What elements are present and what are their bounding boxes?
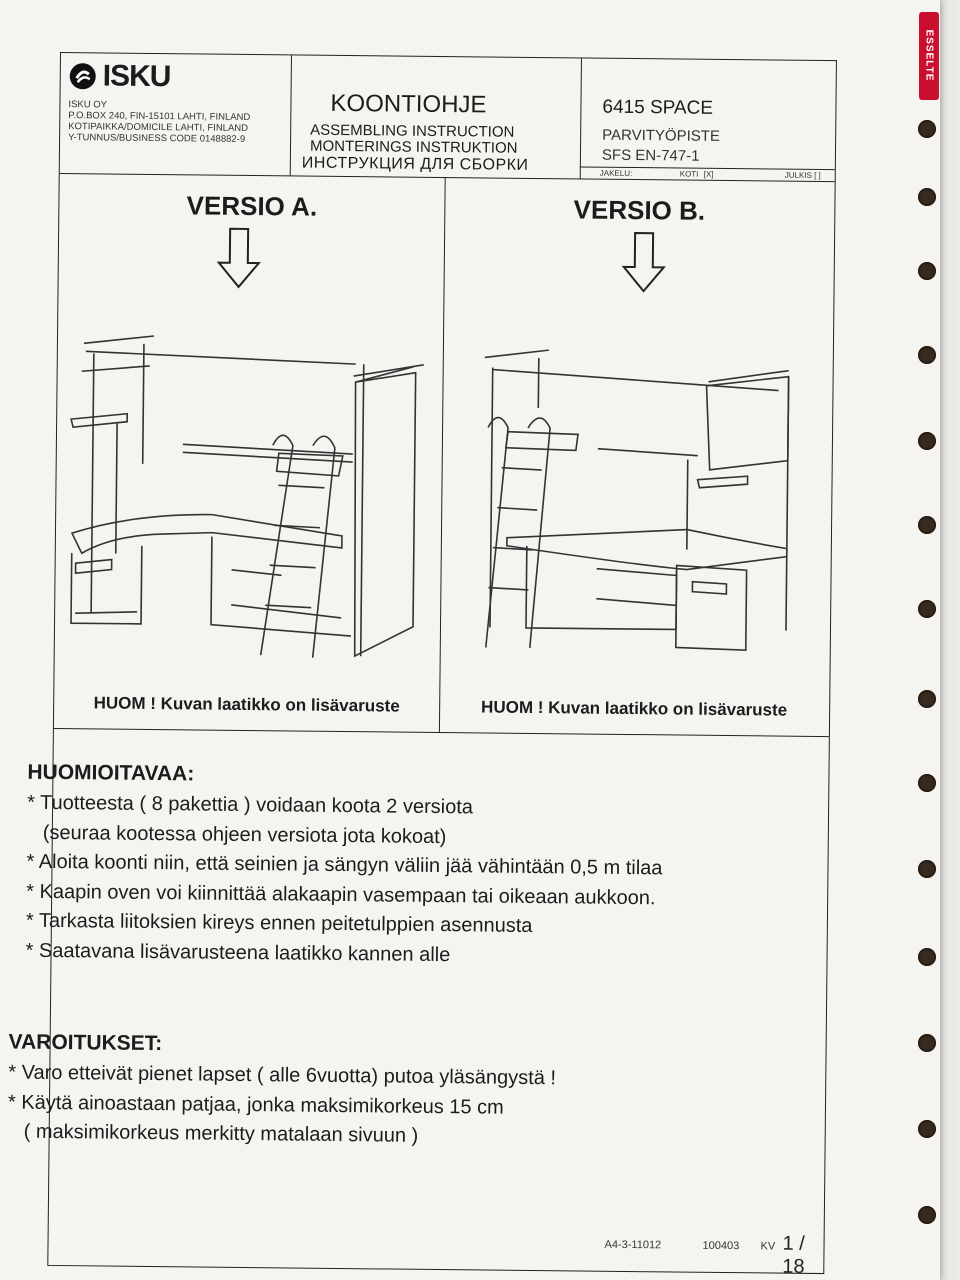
- header-block: [60, 53, 836, 182]
- title-russian: ИНСТРУКЦИЯ ДЛЯ СБОРКИ: [301, 154, 529, 174]
- version-b-panel: [439, 177, 835, 736]
- note-item: * Tuotteesta ( 8 pakettia ) voidaan koota 2 versiota: [27, 791, 474, 819]
- distribution-public: JULKIS [ ]: [784, 170, 821, 180]
- warning-continuation: ( maksimikorkeus merkitty matalaan sivuun ): [23, 1120, 419, 1147]
- doc-code: A4-3-11012: [604, 1238, 662, 1252]
- esselte-tab: [919, 12, 939, 100]
- binder-hole: [918, 948, 936, 966]
- address-line: KOTIPAIKKA/DOMICILE LAHTI, FINLAND: [68, 121, 249, 134]
- binder-hole: [918, 690, 936, 708]
- notes-list: [25, 789, 663, 973]
- company-address: [68, 99, 250, 145]
- isku-logo-icon: [69, 62, 97, 90]
- address-line: ISKU OY: [68, 99, 108, 111]
- title-swedish: MONTERINGS INSTRUKTION: [309, 137, 518, 157]
- note-continuation: (seuraa kootessa ohjeen versiota jota kokoat): [42, 821, 447, 848]
- binder-hole: [918, 346, 936, 364]
- product-name: PARVITYÖPISTE: [602, 126, 721, 145]
- initials: KV: [760, 1240, 776, 1253]
- product-code: 6415 SPACE: [602, 96, 714, 119]
- version-a-note: HUOM ! Kuvan laatikko on lisävaruste: [93, 693, 400, 716]
- binder-hole: [918, 432, 936, 450]
- warning-item: * Varo etteivät pienet lapset ( alle 6vuotta) putoa yläsängystä !: [8, 1061, 557, 1090]
- warning-item: * Käytä ainoastaan patjaa, jonka maksimikorkeus 15 cm: [7, 1091, 504, 1119]
- warnings-section: [8, 1031, 557, 1153]
- versions-block: [54, 170, 835, 737]
- warnings-list: [8, 1059, 557, 1153]
- document-frame: [7, 52, 837, 1278]
- product-cell: [580, 58, 836, 181]
- page-number: 1 / 18: [782, 1232, 805, 1278]
- page-footer: [48, 1223, 823, 1278]
- title-english: ASSEMBLING INSTRUCTION: [310, 121, 515, 141]
- loft-bed-version-b-illustration: [446, 327, 822, 671]
- note-item: * Saatavana lisävarusteena laatikko kannen alle: [25, 939, 451, 966]
- binder-hole: [918, 188, 936, 206]
- note-item: * Aloita koonti niin, että seinien ja sängyn väliin jää vähintään 0,5 m tilaa: [26, 850, 663, 880]
- down-arrow-icon: [622, 231, 667, 293]
- binder-hole: [918, 262, 936, 280]
- standard-code: SFS EN-747-1: [601, 146, 700, 165]
- distribution-home: KOTI: [679, 169, 699, 179]
- esselte-tab-label: ESSELTE: [923, 29, 935, 82]
- version-b-note: HUOM ! Kuvan laatikko on lisävaruste: [481, 697, 788, 720]
- company-logo: [69, 59, 171, 94]
- title-finnish: KOONTIOHJE: [330, 89, 487, 119]
- version-a-panel: [54, 173, 446, 732]
- date-code: 100403: [702, 1239, 740, 1253]
- version-a-title: VERSIO A.: [186, 190, 318, 222]
- warnings-heading: VAROITUKSET:: [8, 1030, 163, 1056]
- binder-hole: [918, 1120, 936, 1138]
- binder-hole: [918, 1206, 936, 1224]
- binder-hole: [918, 600, 936, 618]
- loft-bed-version-a-illustration: [61, 323, 437, 667]
- down-arrow-icon: [217, 227, 262, 289]
- binder-hole: [918, 860, 936, 878]
- distribution-label: JAKELU:: [599, 168, 633, 178]
- note-item: * Kaapin oven voi kiinnittää alakaapin vasempaan tai oikeaan aukkoon.: [26, 880, 656, 909]
- address-line: P.O.BOX 240, FIN-15101 LAHTI, FINLAND: [68, 110, 251, 123]
- distribution-home-mark: [X]: [703, 169, 714, 179]
- logo-text: ISKU: [102, 59, 171, 94]
- company-cell: [60, 53, 292, 175]
- address-line: Y-TUNNUS/BUSINESS CODE 0148882-9: [68, 132, 246, 145]
- binder-hole: [918, 516, 936, 534]
- warning-item: [8, 1118, 556, 1153]
- binder-hole: [918, 774, 936, 792]
- title-cell: [290, 55, 582, 178]
- binder-hole: [918, 120, 936, 138]
- note-item: * Tarkasta liitoksien kireys ennen peitetulppien asennusta: [25, 909, 533, 937]
- binder-hole: [918, 1034, 936, 1052]
- notes-heading: HUOMIOITAVAA:: [27, 760, 195, 786]
- version-b-title: VERSIO B.: [573, 194, 706, 226]
- notes-section: [25, 761, 663, 973]
